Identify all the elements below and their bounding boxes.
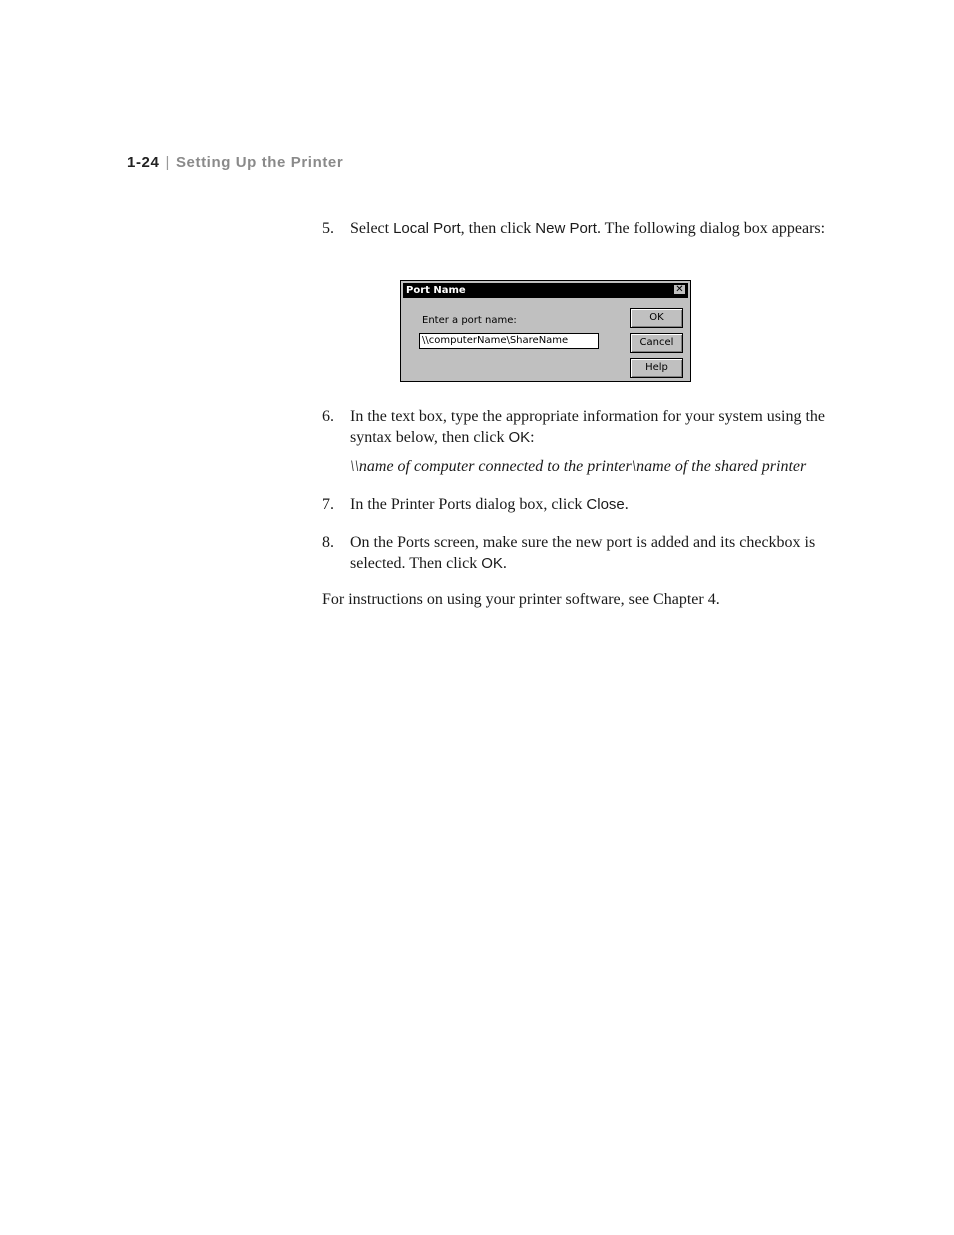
text-run: Select: [350, 220, 394, 237]
ui-term-ok: OK: [508, 428, 531, 446]
step-number: 5.: [322, 220, 334, 237]
text-run: :: [530, 428, 535, 446]
step-6: [322, 407, 832, 448]
ui-term-new-port: New Port: [535, 220, 597, 237]
text-run: In the Printer Ports dialog box, click: [350, 496, 587, 513]
step-7: [322, 495, 832, 516]
ui-term-ok: OK: [481, 554, 503, 572]
text-run: In the text box, type the appropriate information for your system using the syntax below, then click: [350, 408, 825, 446]
help-button[interactable]: Help: [630, 358, 683, 378]
page-number: 1-24: [127, 154, 160, 171]
step-text: [350, 495, 832, 516]
port-name-input[interactable]: \\computerName\ShareName: [419, 333, 599, 349]
closing-paragraph: For instructions on using your printer software, see Chapter 4.: [322, 591, 720, 608]
port-name-dialog: [400, 280, 691, 382]
ui-term-close: Close: [586, 496, 625, 513]
text-run: .: [624, 496, 629, 513]
running-header: [127, 154, 343, 171]
close-icon[interactable]: ✕: [673, 284, 686, 295]
step-8: [322, 533, 832, 574]
text-run: , then click: [460, 220, 536, 237]
dialog-title: Port Name: [406, 285, 466, 296]
step-number: 7.: [322, 496, 334, 513]
step-number: 8.: [322, 534, 334, 551]
step-number: 6.: [322, 408, 334, 425]
ok-button[interactable]: OK: [630, 308, 683, 328]
text-run: .: [502, 554, 507, 572]
port-name-label: Enter a port name:: [422, 315, 517, 326]
chapter-title: Setting Up the Printer: [175, 154, 344, 171]
step-text: [350, 407, 832, 448]
ui-term-local-port: Local Port: [393, 220, 461, 237]
text-run: On the Ports screen, make sure the new port is added and its checkbox is selected. Then click: [350, 534, 816, 572]
step-text: [350, 219, 832, 240]
dialog-titlebar: [403, 283, 688, 298]
step-text: [350, 533, 832, 574]
step-5: [322, 219, 832, 240]
cancel-button[interactable]: Cancel: [630, 333, 683, 353]
header-separator: |: [165, 154, 170, 171]
syntax-line: \\name of computer connected to the printer\name of the shared printer: [350, 458, 807, 475]
text-run: . The following dialog box appears:: [596, 220, 826, 237]
